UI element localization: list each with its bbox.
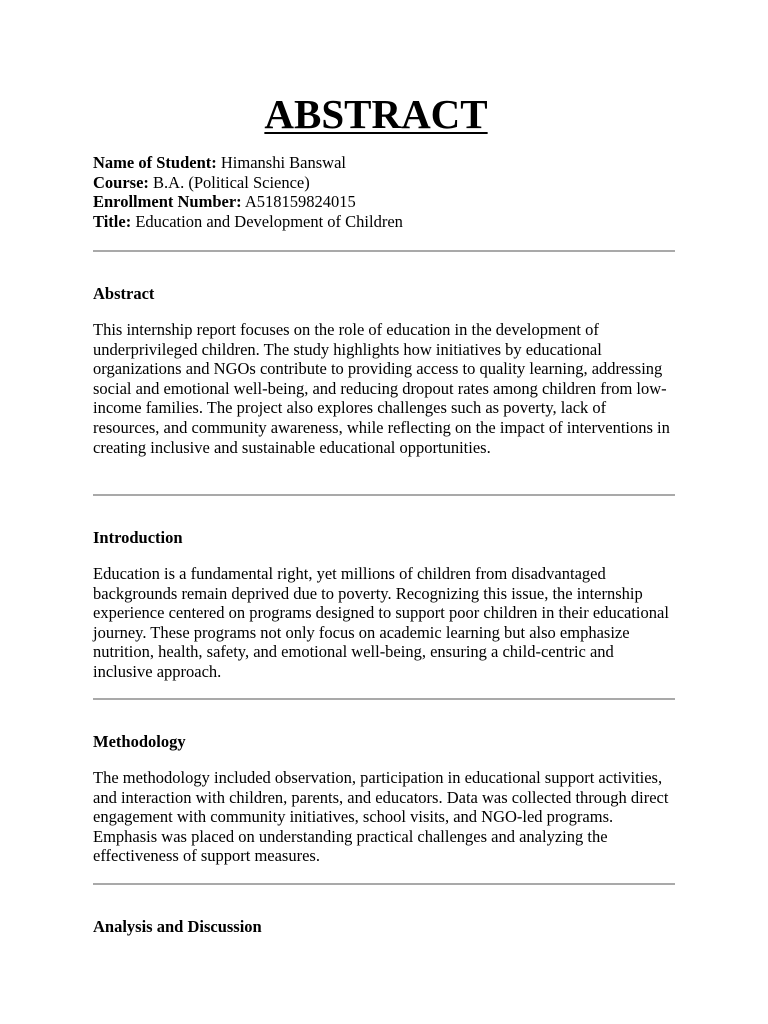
document-title: ABSTRACT: [264, 91, 488, 137]
section-body-methodology: The methodology included observation, participation in educational support activities, and interaction with children, parents, and educators. Data was collected through direct engagement with community initiatives, school visits, and NGO-led programs. Emphasis was placed on understanding practical challenges and analyzing the effectiveness of support measures.: [93, 768, 669, 866]
section-divider: [93, 250, 675, 252]
section-body-abstract: This internship report focuses on the role of education in the development of underprivileged children. The study highlights how initiatives by educational organizations and NGOs contribute to providing access to quality learning, addressing social and emotional well-being, and reducing dropout rates among children from low-income families. The project also explores challenges such as poverty, lack of resources, and community awareness, while reflecting on the impact of interventions in creating inclusive and sustainable educational opportunities.: [93, 320, 670, 457]
section-divider: [93, 883, 675, 885]
info-value: B.A. (Political Science): [153, 172, 310, 192]
section-divider: [93, 698, 675, 700]
section-body-introduction: Education is a fundamental right, yet millions of children from disadvantaged backgrounds remain deprived due to poverty. Recognizing this issue, the internship experience centered on programs designed to support poor children in their educational journey. These programs not only focus on academic learning but also emphasize nutrition, health, safety, and emotional well-being, ensuring a child-centric and inclusive approach.: [93, 564, 669, 681]
section-divider: [93, 494, 675, 496]
student-info: [93, 153, 675, 231]
section-heading-abstract: Abstract: [93, 284, 155, 303]
info-label: Name of Student:: [93, 153, 217, 172]
info-label: Title:: [93, 211, 132, 231]
section-heading-methodology: Methodology: [93, 732, 186, 751]
info-label: Course:: [93, 172, 149, 192]
info-row-course: [93, 173, 675, 193]
info-row-name: [93, 153, 675, 173]
section-heading-analysis: Analysis and Discussion: [93, 917, 262, 936]
info-row-title: [93, 212, 675, 232]
info-value: Education and Development of Children: [135, 211, 403, 231]
info-value: Himanshi Banswal: [220, 153, 346, 172]
info-label: Enrollment Number:: [93, 192, 242, 212]
info-value: A518159824015: [244, 192, 356, 212]
section-heading-introduction: Introduction: [93, 528, 183, 547]
info-row-enrollment: [93, 192, 675, 212]
